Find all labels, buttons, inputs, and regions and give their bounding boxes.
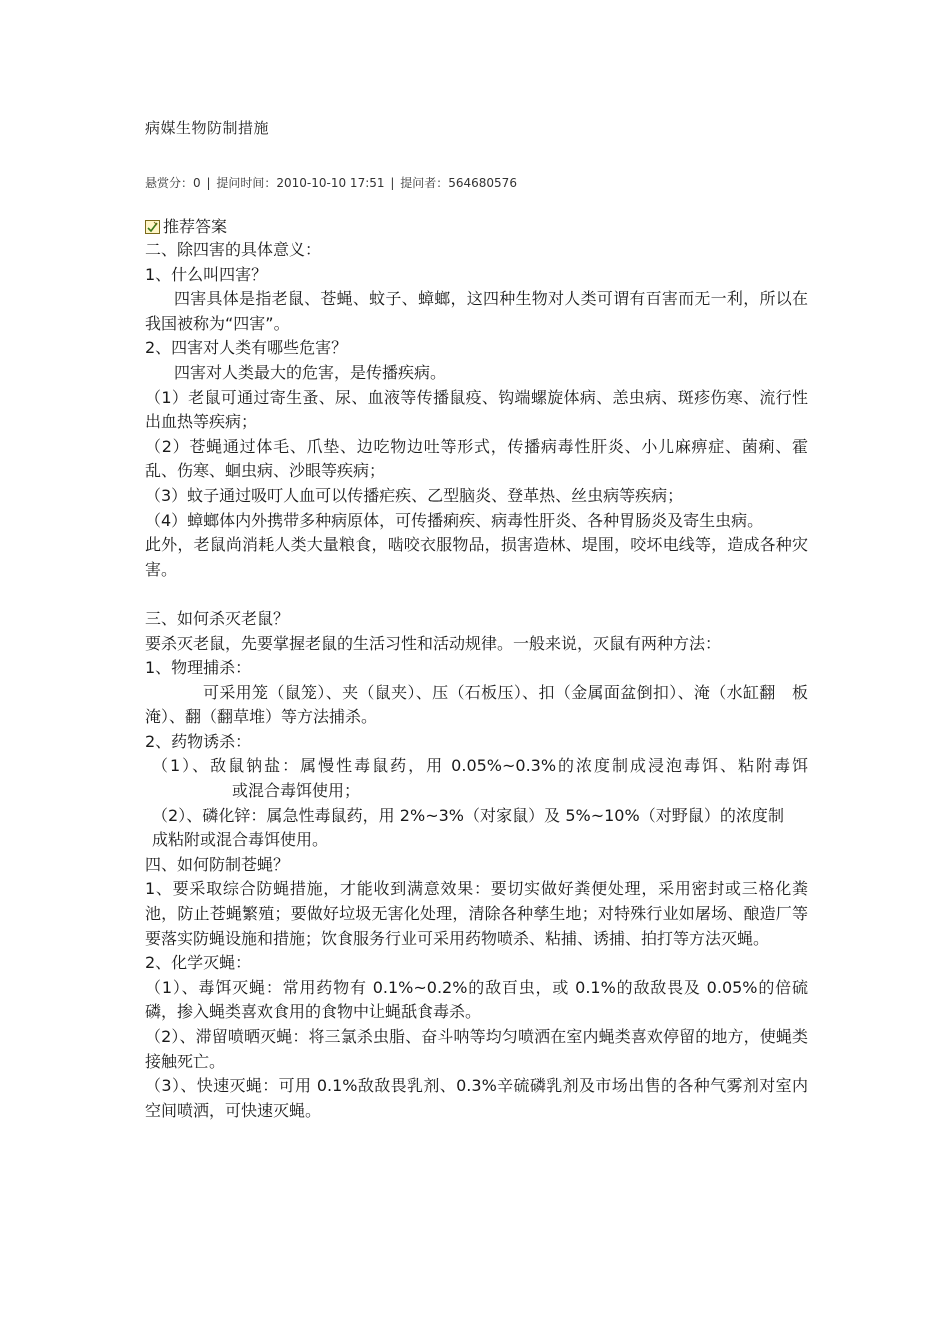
paragraph: 要杀灭老鼠，先要掌握老鼠的生活习性和活动规律。一般来说，灭鼠有两种方法： bbox=[145, 633, 722, 653]
answer-body bbox=[145, 238, 808, 1123]
list-item: （1）、毒饵灭蝇：常用药物有 0.1%~0.2%的敌百虫，或 0.1%的敌敌畏及 0.05%的倍硫磷，掺入蝇类喜欢食用的食物中让蝇舐食毒杀。 bbox=[145, 977, 808, 1022]
paragraph: 1、要采取综合防蝇措施，才能收到满意效果：要切实做好粪便处理，采用密封或三格化粪池，防止苍蝇繁殖；要做好垃圾无害化处理，清除各种孳生地；对特殊行业如屠场、酿造厂等要落实防蝇设施和措施；饮食服务行业可采用药物喷杀、粘捕、诱捕、拍打等方法灭蝇。 bbox=[145, 879, 808, 948]
bounty-value: 0 bbox=[193, 176, 201, 190]
subheading: 1、物理捕杀： bbox=[145, 658, 252, 678]
subheading: 2、四害对人类有哪些危害？ bbox=[145, 338, 348, 358]
time-value: 2010-10-10 17:51 bbox=[276, 176, 385, 190]
recommended-answer-label: 推荐答案 bbox=[163, 217, 228, 236]
subheading: 2、药物诱杀： bbox=[145, 731, 252, 751]
spacer bbox=[145, 582, 808, 607]
list-item: （1）老鼠可通过寄生蚤、尿、血液等传播鼠疫、钩端螺旋体病、恙虫病、斑疹伤寒、流行性出血热等疾病； bbox=[145, 387, 808, 432]
list-item: （2）苍蝇通过体毛、爪垫、边吃物边吐等形式，传播病毒性肝炎、小儿麻痹症、菌痢、霍乱、伤寒、蛔虫病、沙眼等疾病； bbox=[145, 436, 808, 481]
list-item: （4）蟑螂体内外携带多种病原体，可传播痢疾、病毒性肝炎、各种胃肠炎及寄生虫病。 bbox=[145, 510, 764, 530]
list-item bbox=[145, 804, 808, 853]
time-label: 提问时间： bbox=[216, 176, 277, 190]
paragraph: 四害对人类最大的危害，是传播疾病。 bbox=[174, 362, 447, 382]
recommended-answer-icon bbox=[145, 219, 160, 233]
question-title: 病媒生物防制措施 bbox=[145, 119, 270, 137]
section-heading: 三、如何杀灭老鼠？ bbox=[145, 608, 290, 628]
recommended-answer-header bbox=[145, 214, 227, 237]
asker-value: 564680576 bbox=[448, 176, 517, 190]
list-item: （3）、快速灭蝇：可用 0.1%敌敌畏乳剂、0.3%辛硫磷乳剂及市场出售的各种气雾剂对室内空间喷洒，可快速灭蝇。 bbox=[145, 1076, 808, 1120]
paragraph: 四害具体是指老鼠、苍蝇、蚊子、蟑螂，这四种生物对人类可谓有百害而无一利，所以在我国被称为“四害”。 bbox=[145, 289, 808, 333]
list-item: （2）、滞留喷晒灭蝇：将三氯杀虫脂、奋斗呐等均匀喷洒在室内蝇类喜欢停留的地方，使蝇类接触死亡。 bbox=[145, 1027, 808, 1071]
list-item: （3）蚊子通过吸叮人血可以传播疟疾、乙型脑炎、登革热、丝虫病等疾病； bbox=[145, 485, 684, 505]
meta-separator: | bbox=[390, 176, 395, 190]
paragraph: 此外，老鼠尚消耗人类大量粮食，啮咬衣服物品，损害造林、堤围，咬坏电线等，造成各种灾害。 bbox=[145, 535, 808, 579]
subheading: 1、什么叫四害？ bbox=[145, 264, 268, 284]
bounty-label: 悬赏分： bbox=[145, 176, 194, 190]
section-heading: 二、除四害的具体意义： bbox=[145, 240, 322, 259]
list-item-text: （1）、敌鼠钠盐：属慢性毒鼠药，用 0.05%~0.3%的浓度制成浸泡毒饵、粘附毒饵 bbox=[152, 756, 808, 776]
asker-label: 提问者： bbox=[400, 176, 449, 190]
list-item bbox=[145, 754, 808, 803]
meta-separator: | bbox=[206, 176, 211, 190]
list-item-text: （2）、磷化锌：属急性毒鼠药，用 2%~3%（对家鼠）及 5%~10%（对野鼠）的浓度制 bbox=[152, 805, 784, 825]
question-meta bbox=[145, 174, 517, 191]
list-item-text: 成粘附或混合毒饵使用。 bbox=[152, 830, 329, 850]
list-item-text: 或混合毒饵使用； bbox=[232, 781, 361, 801]
section-heading: 四、如何防制苍蝇？ bbox=[145, 854, 290, 874]
subheading: 2、化学灭蝇： bbox=[145, 953, 252, 973]
paragraph: 可采用笼（鼠笼）、夹（鼠夹）、压（石板压）、扣（金属面盆倒扣）、淹（水缸翻 板淹）、翻（翻草堆）等方法捕杀。 bbox=[145, 682, 808, 727]
